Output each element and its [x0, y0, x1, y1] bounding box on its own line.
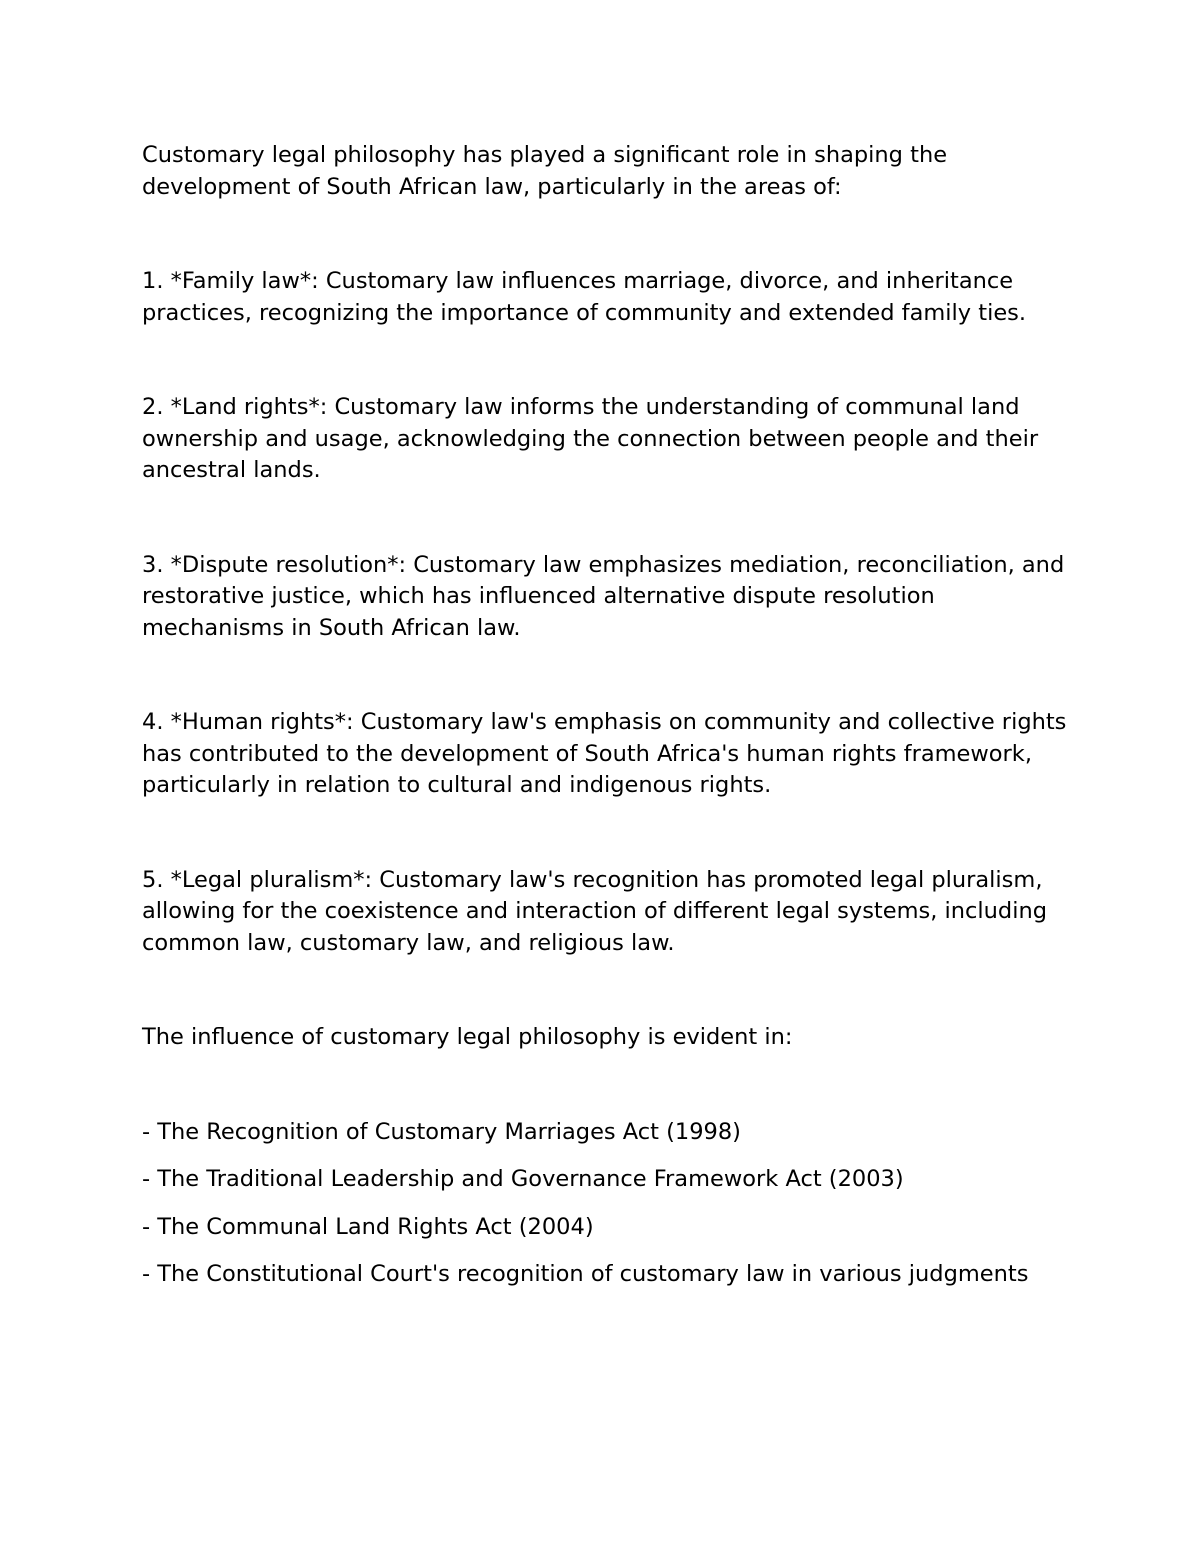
list-item-family-law: 1. *Family law*: Customary law influences marriage, divorce, and inheritance practices, recognizing the importance of community and extended family ties. — [142, 268, 1027, 326]
evidence-item: - The Recognition of Customary Marriages Act (1998) — [142, 1118, 741, 1145]
list-item-human-rights: 4. *Human rights*: Customary law's emphasis on community and collective rights has contributed to the development of South Africa's human rights framework, particularly in relation to cultural and indigenous rights. — [142, 709, 1067, 798]
list-item-dispute-resolution: 3. *Dispute resolution*: Customary law emphasizes mediation, reconciliation, and restorative justice, which has influenced alternative dispute resolution mechanisms in South African law. — [142, 551, 1065, 641]
influence-heading: The influence of customary legal philosophy is evident in: — [142, 1024, 793, 1050]
evidence-item: - The Traditional Leadership and Governance Framework Act (2003) — [142, 1166, 904, 1192]
intro-paragraph: Customary legal philosophy has played a significant role in shaping the development of South African law, particularly in the areas of: — [142, 142, 948, 200]
paragraph-spacer — [142, 329, 1072, 392]
list-item-land-rights: 2. *Land rights*: Customary law informs the understanding of communal land ownership and usage, acknowledging the connection between people and their ancestral lands. — [142, 394, 1039, 483]
paragraph-spacer — [142, 1196, 1072, 1212]
paragraph-spacer — [142, 959, 1072, 1022]
paragraph-spacer — [142, 1148, 1072, 1164]
document-body — [142, 140, 1072, 1291]
paragraph-spacer — [142, 1243, 1072, 1259]
evidence-item: - The Constitutional Court's recognition of customary law in various judgments — [142, 1261, 1029, 1287]
paragraph-spacer — [142, 802, 1072, 865]
list-item-legal-pluralism: 5. *Legal pluralism*: Customary law's recognition has promoted legal pluralism, allowing for the coexistence and interaction of different legal systems, including common law, customary law, and religious law. — [142, 866, 1048, 956]
evidence-item: - The Communal Land Rights Act (2004) — [142, 1213, 594, 1240]
paragraph-spacer — [142, 1054, 1072, 1117]
paragraph-spacer — [142, 487, 1072, 550]
paragraph-spacer — [142, 644, 1072, 707]
paragraph-spacer — [142, 203, 1072, 266]
